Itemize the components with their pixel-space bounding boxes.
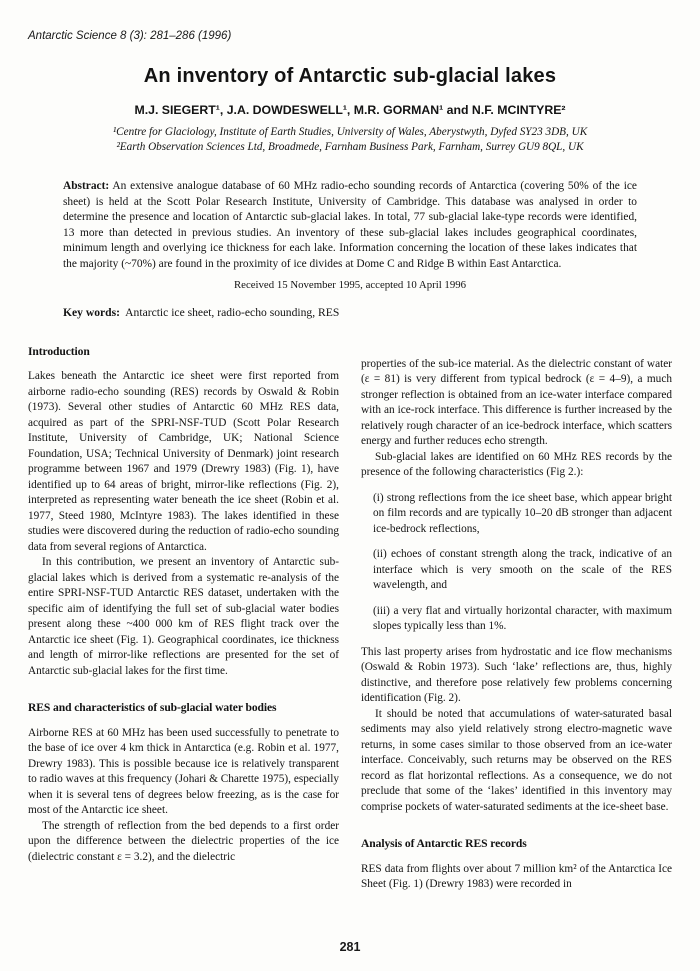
keywords-label: Key words: <box>63 305 120 319</box>
analysis-paragraph-1: RES data from flights over about 7 million km² of the Antarctica Ice Sheet (Fig. 1) (Drewry 1983) were recorded in <box>361 862 672 891</box>
section-heading-res-characteristics: RES and characteristics of sub-glacial water bodies <box>28 701 277 715</box>
res-paragraph-2: The strength of reflection from the bed depends to a first order upon the difference between the dielectric properties of the ice (dielectric constant ε = 3.2), and the dielectric <box>28 819 339 863</box>
intro-paragraph-1: Lakes beneath the Antarctic ice sheet were first reported from airborne radio-echo sounding (RES) records by Oswald & Robin (1973). Several other studies of Antarctic 60 MHz RES data, acquired as part of the SPRI-NSF-TUD (Scott Polar Research Institute, University of Cambridge, UK; National Science Foundation, USA; Technical University of Denmark) joint research programme between 1967 and 1979 (Drewry 1983) (Fig. 1), have identified up to 64 areas of bright, mirror-like reflections (Fig. 2), interpreted as representing water beneath the ice sheet (Robin et al. 1977, Steed 1980, McIntyre 1983). The lakes identified in these studies were discovered during the reduction of radio-echo sounding data from several regions of Antarctica. <box>28 370 339 553</box>
two-column-body <box>28 344 672 893</box>
abstract-text: An extensive analogue database of 60 MHz radio-echo sounding records of Antarctica (covering 50% of the ice sheet) is held at the Scott Polar Research Institute, University of Cambridge. This database was analysed in order to determine the presence and location of Antarctic sub-glacial lakes. In total, 77 sub-glacial lake-type records were identified, 13 more than detected in previous studies. An inventory of these sub-glacial lakes includes geographical coordinates, minimum length and overlying ice thickness for each lake. Information concerning the location of these lakes indicates that the majority (~70%) are found in the proximity of ice divides at Dome C and Ridge B within East Antarctica. <box>63 180 637 270</box>
keywords-text: Antarctic ice sheet, radio-echo sounding, RES <box>125 305 340 319</box>
list-item-iii: (iii) a very flat and virtually horizontal character, with maximum slopes typically less than 1%. <box>373 604 672 633</box>
lake-identification-paragraph: Sub-glacial lakes are identified on 60 MHz RES records by the presence of the following characteristics (Fig 2.): <box>361 450 672 479</box>
section-heading-introduction: Introduction <box>28 344 90 358</box>
right-column <box>361 344 672 893</box>
sediments-paragraph: It should be noted that accumulations of water-saturated basal sediments may also yield relatively strong electro-magnetic wave returns, in some cases similar to those observed from an ice-water interface. Conceivably, such returns may be observed on the RES record as flat horizontal reflections. As a consequence, we do not preclude that some of the ‘lakes’ identified in this inventory may comprise pockets of water-saturated sediments at the ice-sheet base. <box>361 707 672 813</box>
affiliation-1: ¹Centre for Glaciology, Institute of Earth Studies, University of Wales, Aberystwyth, Dyfed SY23 3DB, UK <box>112 126 588 138</box>
dielectric-paragraph: properties of the sub-ice material. As the dielectric constant of water (ε = 81) is very different from typical bedrock (ε = 4–9), a much stronger reflection is obtained from an ice-water interface compared with an ice-rock interface. This difference is further increased by the relatively rough character of an ice-bedrock interface, which scatters energy and further reduces echo strength. <box>361 357 672 448</box>
list-item-i: (i) strong reflections from the ice sheet base, which appear bright on film records and are typically 10–20 dB stronger than adjacent ice-bedrock reflections, <box>373 491 672 535</box>
abstract-paragraph <box>63 179 637 273</box>
keywords-line <box>63 306 637 319</box>
intro-paragraph-2: In this contribution, we present an inventory of Antarctic sub-glacial lakes which is derived from a systematic re-analysis of the entire SPRI-NSF-TUD Antarctic RES dataset, undertaken with the specific aim of identifying the full set of sub-glacial water bodies present along these ~400 000 km of RES flight track over the Antarctic ice sheet (Fig. 1). Geographical coordinates, ice thickness and length of mirror-like reflections are presented for the set of Antarctic sub-glacial lakes for the first time. <box>28 556 339 677</box>
abstract-label: Abstract: <box>63 180 110 192</box>
section-heading-analysis: Analysis of Antarctic RES records <box>361 837 527 851</box>
page-number: 281 <box>339 940 361 954</box>
list-item-ii: (ii) echoes of constant strength along the track, indicative of an interface which is very smooth on the scale of the RES wavelength, and <box>373 548 672 592</box>
received-accepted-line: Received 15 November 1995, accepted 10 April 1996 <box>233 278 467 291</box>
res-paragraph-1: Airborne RES at 60 MHz has been used successfully to penetrate to the base of ice over 4 km thick in Antarctica (e.g. Robin et al. 1977, Drewry 1983). This is possible because ice is relatively transparent to radio waves at this frequency (Johari & Charette 1975), especially when it is several tens of degrees below freezing, as is the case for most of the Antarctic ice sheet. <box>28 726 339 817</box>
page-title: An inventory of Antarctic sub-glacial lakes <box>143 65 557 87</box>
affiliations-block <box>28 125 672 154</box>
authors-line: M.J. SIEGERT¹, J.A. DOWDESWELL¹, M.R. GORMAN¹ and N.F. MCINTYRE² <box>134 103 566 117</box>
journal-citation-line: Antarctic Science 8 (3): 281–286 (1996) <box>28 30 232 42</box>
affiliation-2: ²Earth Observation Sciences Ltd, Broadmede, Farnham Business Park, Farnham, Surrey GU9 8QL, UK <box>116 140 584 153</box>
left-column <box>28 344 339 893</box>
hydrostatic-paragraph: This last property arises from hydrostatic and ice flow mechanisms (Oswald & Robin 1973). Such ‘lake’ reflections are, thus, highly distinctive, and therefore pose relatively few problems concerning identification (Fig. 2). <box>361 645 672 705</box>
